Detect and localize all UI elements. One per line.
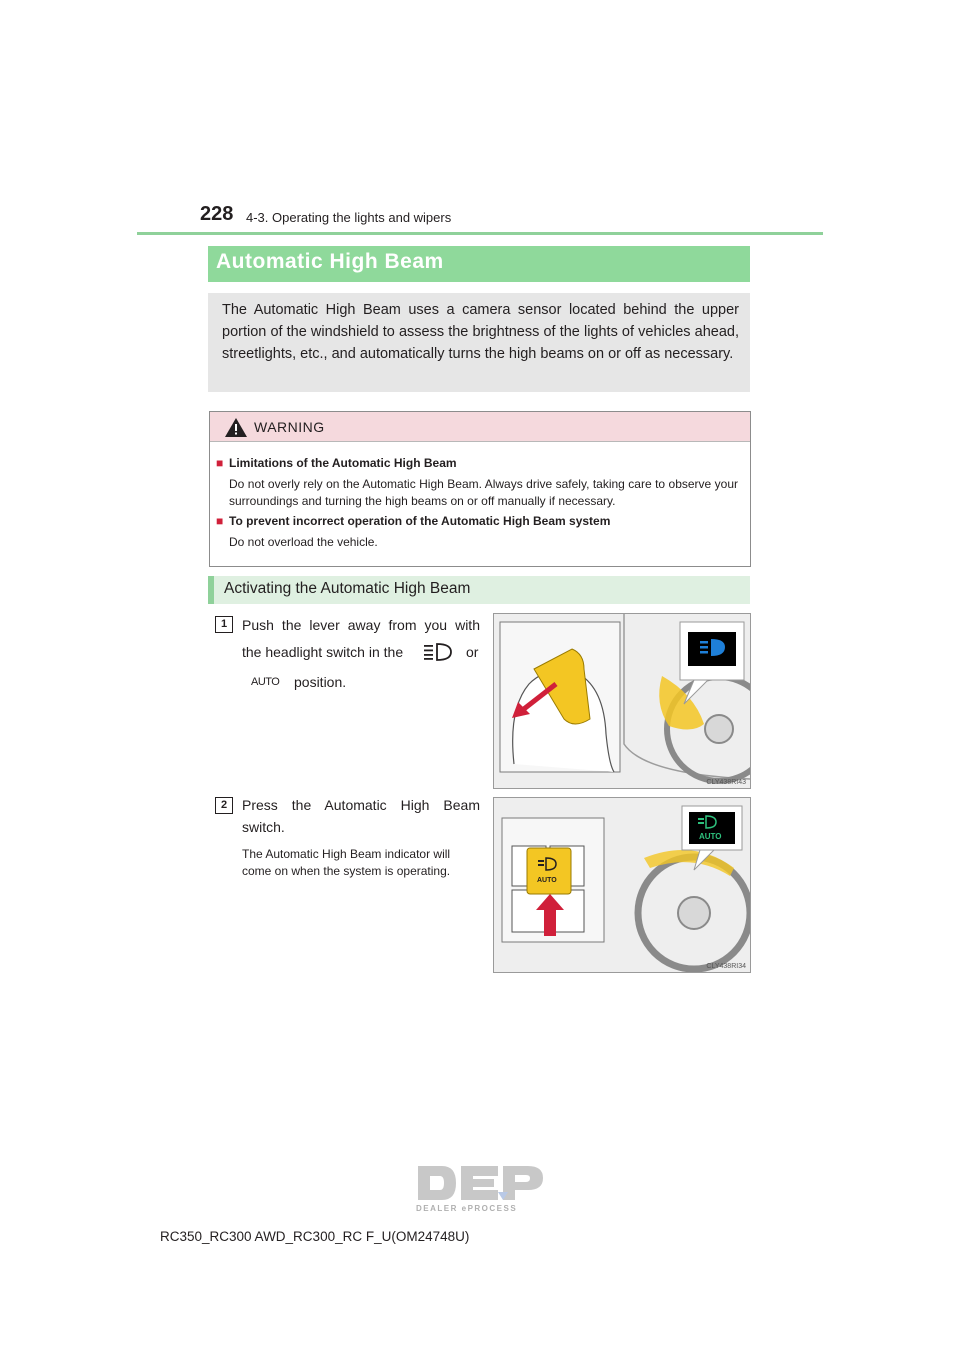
- page-number: 228: [200, 203, 234, 225]
- figure-code: CLY438RI34: [706, 963, 746, 970]
- step-text: Press the Automatic High Beam switch.: [242, 797, 480, 835]
- headlight-icon: [423, 642, 453, 662]
- watermark-text: DEALER ePROCESS: [416, 1204, 518, 1213]
- warning-item-body: Do not overload the vehicle.: [229, 535, 378, 549]
- model-code: RC350_RC300 AWD_RC300_RC F_U(OM24748U): [160, 1229, 470, 1244]
- header-rule: [137, 232, 823, 235]
- section-label: 4-3. Operating the lights and wipers: [246, 210, 452, 225]
- warning-item-heading: To prevent incorrect operation of the Automatic High Beam system: [229, 514, 611, 528]
- warning-item-body: Do not overly rely on the Automatic High Beam. Always drive safely, taking care to observe your surroundings and turning the high beams on or off manually if necessary.: [229, 477, 738, 508]
- figure-auto-high-beam-switch: [493, 797, 751, 973]
- warning-triangle-icon: [224, 417, 248, 438]
- bullet-square-icon: ■: [216, 514, 224, 528]
- warning-item-heading: Limitations of the Automatic High Beam: [229, 456, 457, 470]
- subsection-title: Activating the Automatic High Beam: [224, 580, 471, 597]
- step-text: position.: [294, 674, 347, 690]
- step-text: or: [466, 644, 479, 660]
- step-text: Push the lever away from you with: [242, 617, 480, 633]
- step-note: The Automatic High Beam indicator will come on when the system is operating.: [242, 847, 451, 878]
- page-title: Automatic High Beam: [216, 250, 444, 273]
- figure-code: CLY438RI43: [706, 779, 746, 786]
- figure-headlight-lever: [493, 613, 751, 789]
- step-number: 1: [215, 616, 233, 633]
- svg-text:AUTO: AUTO: [537, 877, 557, 884]
- warning-label: WARNING: [254, 419, 325, 435]
- bullet-square-icon: ■: [216, 456, 224, 470]
- intro-text: The Automatic High Beam uses a camera sensor located behind the upper portion of the windshield to assess the brightness of the lights of vehicles ahead, streetlights, etc., and automatically turns the high beams on or off as necessary.: [222, 302, 739, 362]
- step-text: the headlight switch in the: [242, 644, 404, 660]
- subsection-accent: [208, 576, 214, 604]
- svg-text:AUTO: AUTO: [699, 832, 722, 841]
- dep-logo: [416, 1164, 546, 1202]
- auto-position-icon: AUTO: [251, 676, 280, 688]
- step-number: 2: [215, 797, 233, 814]
